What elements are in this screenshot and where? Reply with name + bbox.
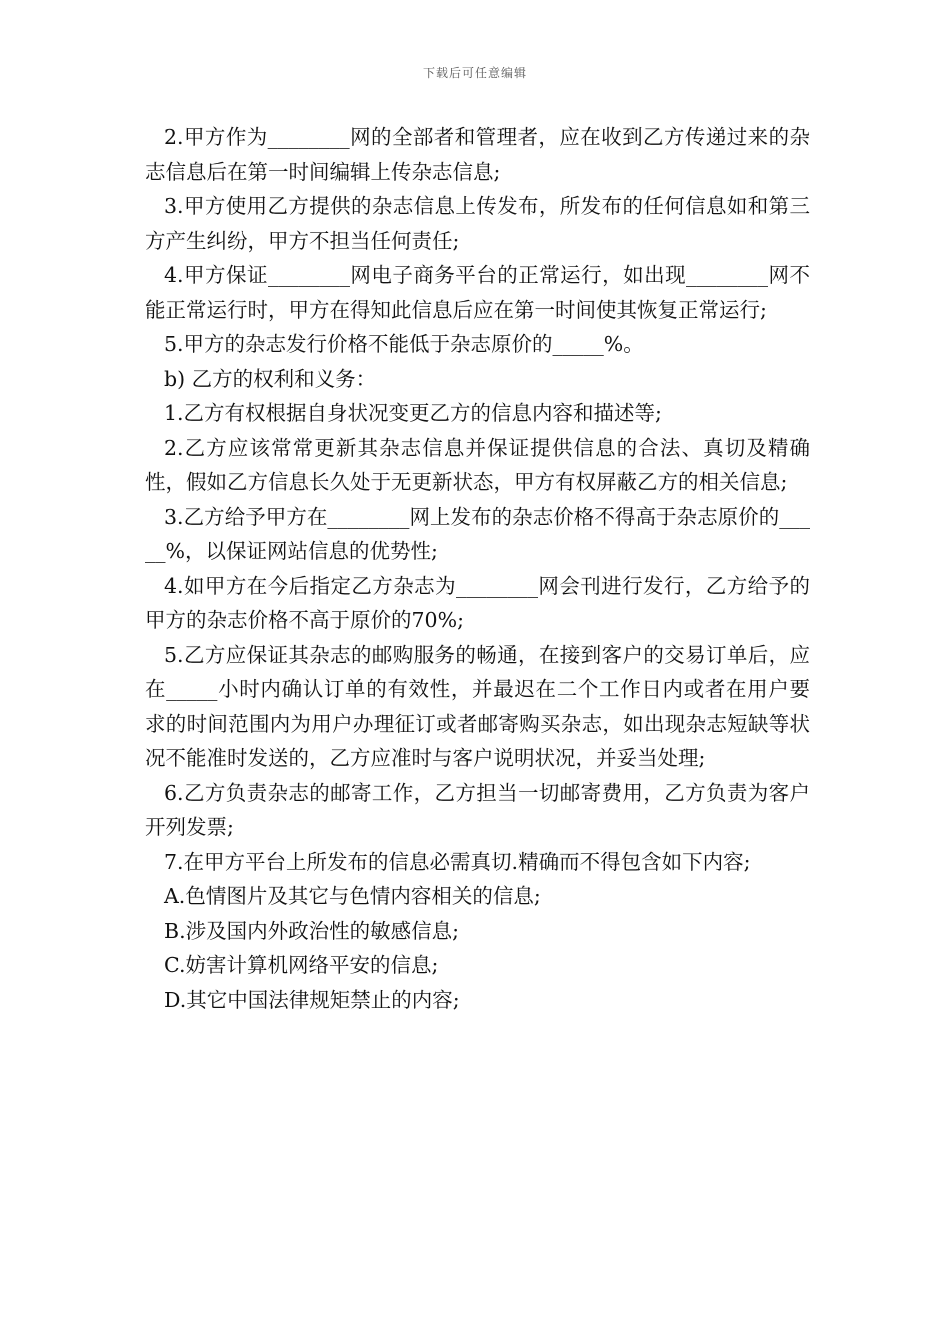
paragraph-2-text: 3.甲方使用乙方提供的杂志信息上传发布，所发布的任何信息如和第三方产生纠纷，甲方不担当任何责任;: [145, 194, 810, 253]
paragraph-11-text: 6.乙方负责杂志的邮寄工作，乙方担当一切邮寄费用，乙方负责为客户开列发票;: [145, 780, 810, 839]
paragraph-6: [145, 396, 810, 431]
list-item-a-text: A.色情图片及其它与色情内容相关的信息;: [164, 884, 541, 908]
list-item-a: [145, 879, 810, 914]
list-item-d: [145, 983, 810, 1018]
paragraph-12: [145, 845, 810, 880]
paragraph-12-text: 7.在甲方平台上所发布的信息必需真切.精确而不得包含如下内容;: [164, 849, 751, 874]
page-header: 下载后可任意编辑: [422, 66, 527, 80]
list-item-b: [145, 914, 810, 949]
paragraph-9: [145, 569, 810, 638]
paragraph-4: [145, 327, 810, 362]
list-item-c: [145, 948, 810, 983]
paragraph-1-text: 2.甲方作为________网的全部者和管理者，应在收到乙方传递过来的杂志信息后在第一时间编辑上传杂志信息;: [145, 125, 810, 184]
paragraph-10: [145, 638, 810, 776]
paragraph-4-text: 5.甲方的杂志发行价格不能低于杂志原价的_____%。: [164, 332, 644, 356]
paragraph-3-text: 4.甲方保证________网电子商务平台的正常运行，如出现________网不能正常运行时，甲方在得知此信息后应在第一时间使其恢复正常运行;: [145, 263, 810, 322]
list-item-d-text: D.其它中国法律规矩禁止的内容;: [164, 987, 460, 1012]
paragraph-3: [145, 258, 810, 327]
paragraph-9-text: 4.如甲方在今后指定乙方杂志为________网会刊进行发行，乙方给予的甲方的杂志价格不高于原价的70%;: [145, 573, 810, 632]
paragraph-6-text: 1.乙方有权根据自身状况变更乙方的信息内容和描述等;: [164, 401, 662, 425]
section-heading-b-text: b) 乙方的权利和义务：: [164, 366, 377, 391]
list-item-c-text: C.妨害计算机网络平安的信息;: [164, 953, 439, 977]
document-body: [145, 120, 810, 1017]
paragraph-8-text: 3.乙方给予甲方在________网上发布的杂志价格不得高于杂志原价的_____%，以保证网站信息的优势性;: [145, 504, 810, 563]
paragraph-8: [145, 500, 810, 569]
list-item-b-text: B.涉及国内外政治性的敏感信息;: [164, 918, 459, 943]
paragraph-7: [145, 431, 810, 500]
paragraph-2: [145, 189, 810, 258]
section-heading-b: [145, 362, 810, 397]
paragraph-7-text: 2.乙方应该常常更新其杂志信息并保证提供信息的合法、真切及精确性，假如乙方信息长久处于无更新状态，甲方有权屏蔽乙方的相关信息;: [145, 435, 810, 494]
paragraph-10-text: 5.乙方应保证其杂志的邮购服务的畅通，在接到客户的交易订单后，应在_____小时内确认订单的有效性，并最迟在二个工作日内或者在用户要求的时间范围内为用户办理征订或者邮寄购买杂志，如出现杂志短缺等状况不能准时发送的，乙方应准时与客户说明状况，并妥当处理;: [145, 642, 810, 770]
paragraph-1: [145, 120, 810, 189]
paragraph-11: [145, 776, 810, 845]
